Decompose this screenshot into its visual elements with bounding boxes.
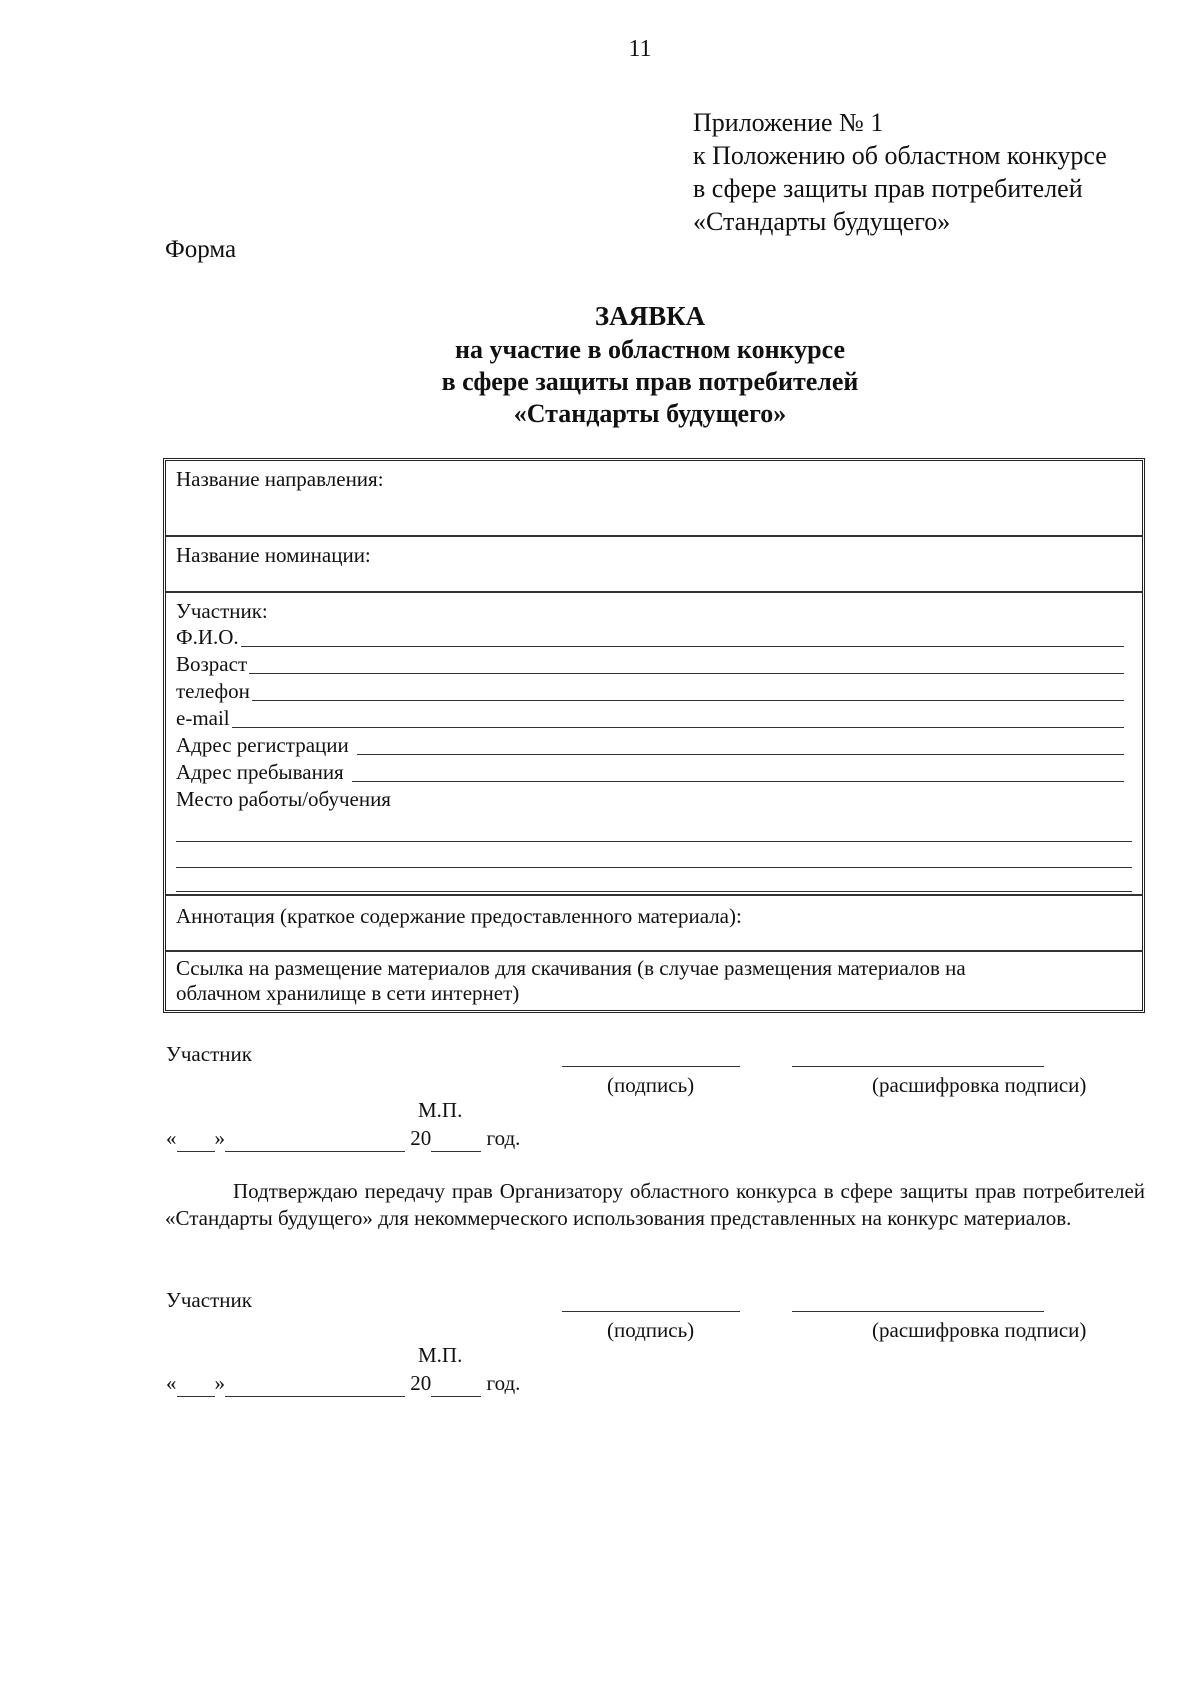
- direction-section[interactable]: [166, 461, 1142, 537]
- signature-decryption-line[interactable]: [792, 1311, 1044, 1312]
- participant-label: Участник: [166, 1288, 252, 1312]
- link-label-line1: Ссылка на размещение материалов для скачивания (в случае размещения материалов на: [176, 956, 966, 980]
- month-blank[interactable]: [225, 1371, 405, 1397]
- work-study-input-line[interactable]: [176, 867, 1132, 868]
- appendix-line: в сфере защиты прав потребителей: [693, 174, 1083, 203]
- age-field[interactable]: [176, 650, 1124, 677]
- signature-decryption-caption: (расшифровка подписи): [872, 1073, 1087, 1097]
- stamp-label: М.П.: [418, 1343, 463, 1367]
- appendix-line: к Положению об областном конкурсе: [693, 141, 1107, 170]
- direction-label: Название направления:: [176, 467, 384, 491]
- signature-decryption-caption: (расшифровка подписи): [872, 1318, 1087, 1342]
- nomination-label: Название номинации:: [176, 543, 371, 567]
- stay-address-field[interactable]: [176, 758, 1124, 785]
- fio-label: Ф.И.О.: [176, 625, 239, 649]
- date-open-quote: «: [166, 1126, 177, 1150]
- title-main: ЗАЯВКА: [594, 301, 706, 331]
- annotation-label: Аннотация (краткое содержание предоставленного материала):: [176, 904, 742, 928]
- link-section[interactable]: [166, 952, 1142, 1010]
- title-line: на участие в областном конкурсе: [454, 335, 846, 364]
- date-line[interactable]: [166, 1126, 520, 1152]
- stamp-label: М.П.: [418, 1098, 463, 1122]
- reg-address-field[interactable]: [176, 731, 1124, 758]
- nomination-section[interactable]: [166, 537, 1142, 593]
- participant-label: Участник:: [176, 599, 268, 623]
- month-blank[interactable]: [225, 1126, 405, 1152]
- signature-caption: (подпись): [607, 1318, 695, 1342]
- date-open-quote: «: [166, 1371, 177, 1395]
- stay-address-label: Адрес пребывания: [176, 760, 344, 784]
- signature-decryption-line[interactable]: [792, 1066, 1044, 1067]
- title-line: в сфере защиты прав потребителей: [441, 367, 859, 396]
- year-blank[interactable]: [431, 1126, 481, 1152]
- phone-label: телефон: [176, 679, 250, 703]
- day-blank[interactable]: [177, 1126, 215, 1152]
- appendix-line: Приложение № 1: [693, 108, 884, 137]
- stay-address-input-line[interactable]: [352, 781, 1124, 782]
- participant-label: Участник: [166, 1042, 252, 1066]
- document-title: [0, 300, 1200, 430]
- work-study-input-line[interactable]: [176, 891, 1132, 892]
- signature-line[interactable]: [562, 1066, 740, 1067]
- phone-input-line[interactable]: [252, 700, 1124, 701]
- link-label-line2: облачном хранилище в сети интернет): [176, 981, 520, 1005]
- work-study-field: [176, 785, 1124, 812]
- email-label: e-mail: [176, 706, 230, 730]
- year-prefix: 20: [410, 1126, 432, 1150]
- participant-section: [166, 593, 1142, 896]
- year-suffix: год.: [486, 1126, 521, 1150]
- email-field[interactable]: [176, 704, 1124, 731]
- date-line[interactable]: [166, 1371, 520, 1397]
- appendix-line: «Стандарты будущего»: [693, 207, 951, 236]
- phone-field[interactable]: [176, 677, 1124, 704]
- day-blank[interactable]: [177, 1371, 215, 1397]
- year-suffix: год.: [486, 1371, 521, 1395]
- year-prefix: 20: [410, 1371, 432, 1395]
- email-input-line[interactable]: [232, 727, 1124, 728]
- consent-paragraph: Подтверждаю передачу прав Организатору областного конкурса в сфере защиты прав потребителей «Стандарты будущего» для некоммерческого использования представленных на конкурс материалов.: [165, 1179, 1145, 1230]
- page-number: 11: [628, 36, 652, 62]
- annotation-section[interactable]: [166, 896, 1142, 952]
- appendix-header: [693, 106, 1107, 238]
- work-study-input-line[interactable]: [176, 841, 1132, 842]
- signature-caption: (подпись): [607, 1073, 695, 1097]
- fio-input-line[interactable]: [241, 646, 1124, 647]
- reg-address-input-line[interactable]: [357, 754, 1124, 755]
- year-blank[interactable]: [431, 1371, 481, 1397]
- signature-line[interactable]: [562, 1311, 740, 1312]
- date-close-quote: »: [214, 1371, 225, 1395]
- application-form-table: [163, 458, 1145, 1013]
- work-study-label: Место работы/обучения: [176, 787, 391, 811]
- date-close-quote: »: [214, 1126, 225, 1150]
- reg-address-label: Адрес регистрации: [176, 733, 349, 757]
- age-label: Возраст: [176, 652, 248, 676]
- form-label: Форма: [165, 236, 237, 263]
- age-input-line[interactable]: [249, 673, 1124, 674]
- fio-field[interactable]: [176, 623, 1124, 650]
- title-line: «Стандарты будущего»: [513, 399, 787, 428]
